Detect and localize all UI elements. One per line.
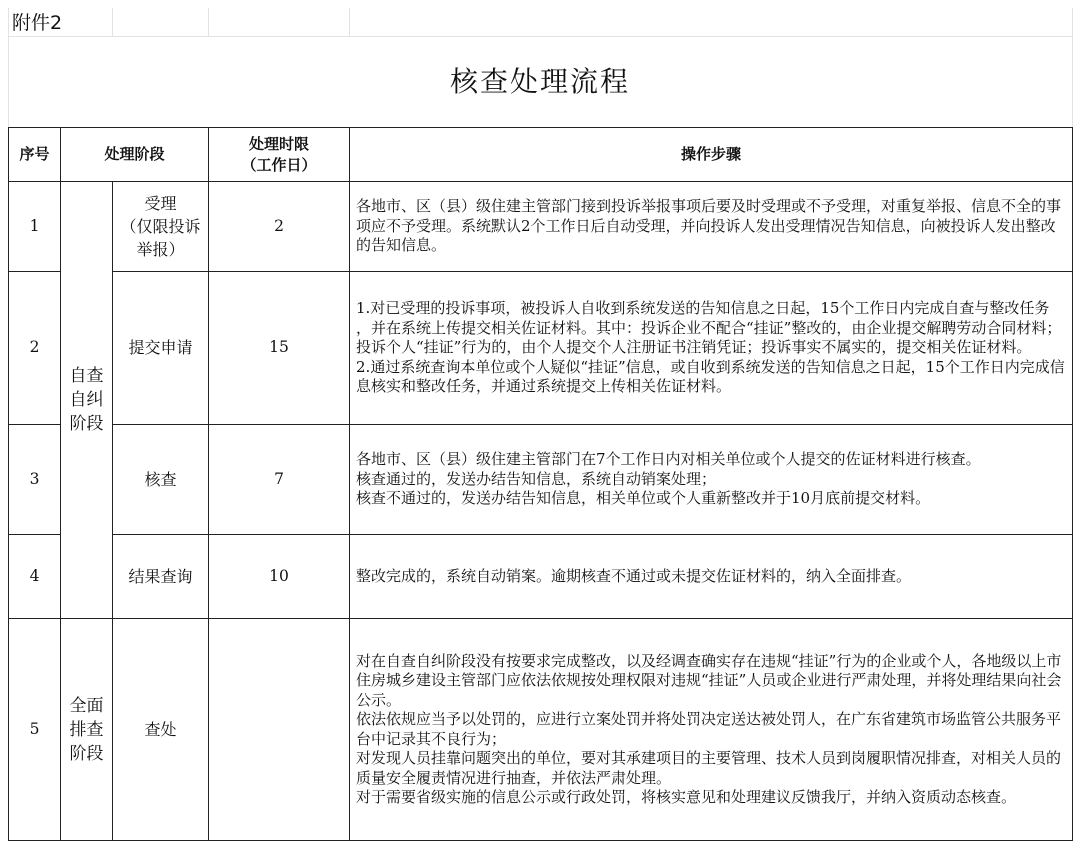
table-row bbox=[9, 182, 1073, 272]
step-line: 依法依规应当予以处罚的，应进行立案处罚并将处罚决定送达被处罚人，在广东省建筑市场监管公共服务平台中记录其不良行为； bbox=[356, 710, 1062, 748]
row-seq: 2 bbox=[9, 272, 61, 425]
step-line: 对在自查自纠阶段没有按要求完成整改，以及经调查确实存在违规“挂证”行为的企业或个人，各地级以上市住房城乡建设主管部门应依法依规按处理权限对违规“挂证”人员或企业进行严肃处理，并将处理结果向社会公示。 bbox=[356, 651, 1062, 709]
step-line: 核查不通过的，发送办结告知信息，相关单位或个人重新整改并于10月底前提交材料。 bbox=[356, 489, 931, 508]
row-days: 15 bbox=[209, 272, 350, 425]
step-line: 各地市、区（县）级住建主管部门在7个工作日内对相关单位或个人提交的佐证材料进行核查。 bbox=[356, 450, 981, 469]
group-full-investigation: 全面 排查 阶段 bbox=[61, 619, 113, 841]
step-line: 核查通过的，发送办结告知信息，系统自动销案处理； bbox=[356, 469, 717, 488]
step-line: 对发现人员挂靠问题突出的单位，要对其承建项目的主要管理、技术人员到岗履职情况排查，对相关人员的质量安全履责情况进行抽查，并依法严肃处理。 bbox=[356, 749, 1062, 787]
attachment-label: 附件2 bbox=[12, 12, 63, 34]
group-self-check: 自查 自纠 阶段 bbox=[61, 182, 113, 619]
grid-line bbox=[208, 8, 209, 36]
step-line: 2.通过系统查询本单位或个人疑似“挂证”信息，或自收到系统发送的告知信息之日起，15个工作日内完成信息核实和整改任务，并通过系统提交上传相关佐证材料。 bbox=[356, 357, 1065, 396]
row-days: 10 bbox=[209, 535, 350, 619]
header-row bbox=[9, 128, 1073, 182]
row-substage: 受理 （仅限投诉 举报） bbox=[113, 182, 209, 272]
step-line: 对于需要省级实施的信息公示或行政处罚，将核实意见和处理建议反馈我厅，并纳入资质动态核查。 bbox=[356, 788, 1017, 806]
process-table bbox=[8, 127, 1073, 841]
row-seq: 5 bbox=[9, 619, 61, 841]
step-line: 整改完成的，系统自动销案。逾期核查不通过或未提交佐证材料的，纳入全面排查。 bbox=[356, 566, 912, 585]
grid-line bbox=[8, 36, 1072, 37]
table-row bbox=[9, 425, 1073, 535]
step-line: 1.对已受理的投诉事项，被投诉人自收到系统发送的告知信息之日起，15个工作日内完成自查与整改任务 ，并在系统上传提交相关佐证材料。其中：投诉企业不配合“挂证”整改的，由企业提交解聘劳动合同材料；投诉个人“挂证”行为的，由个人提交个人注册证书注销凭证；投诉事实不属实的，提交相关佐证材料。 bbox=[356, 299, 1062, 357]
row-substage: 提交申请 bbox=[113, 272, 209, 425]
table-row bbox=[9, 272, 1073, 425]
grid-line bbox=[112, 8, 113, 36]
row-steps bbox=[350, 535, 1073, 619]
header-steps: 操作步骤 bbox=[350, 128, 1073, 182]
row-substage: 核查 bbox=[113, 425, 209, 535]
row-steps bbox=[350, 272, 1073, 425]
page-title: 核查处理流程 bbox=[449, 65, 630, 98]
row-substage: 查处 bbox=[113, 619, 209, 841]
row-steps bbox=[350, 425, 1073, 535]
header-seq: 序号 bbox=[9, 128, 61, 182]
row-steps bbox=[350, 619, 1073, 841]
grid-line bbox=[349, 8, 350, 36]
table-row bbox=[9, 619, 1073, 841]
row-days: 2 bbox=[209, 182, 350, 272]
row-substage: 结果查询 bbox=[113, 535, 209, 619]
row-seq: 1 bbox=[9, 182, 61, 272]
header-time-limit: 处理时限 （工作日） bbox=[209, 128, 350, 182]
row-days: 7 bbox=[209, 425, 350, 535]
header-stage: 处理阶段 bbox=[61, 128, 209, 182]
step-line: 各地市、区（县）级住建主管部门接到投诉举报事项后要及时受理或不予受理，对重复举报、信息不全的事项应不予受理。系统默认2个工作日后自动受理，并向投诉人发出受理情况告知信息，向被投诉人发出整改的告知信息。 bbox=[356, 197, 1062, 255]
row-days bbox=[209, 619, 350, 841]
row-seq: 4 bbox=[9, 535, 61, 619]
row-steps bbox=[350, 182, 1073, 272]
table-row bbox=[9, 535, 1073, 619]
row-seq: 3 bbox=[9, 425, 61, 535]
